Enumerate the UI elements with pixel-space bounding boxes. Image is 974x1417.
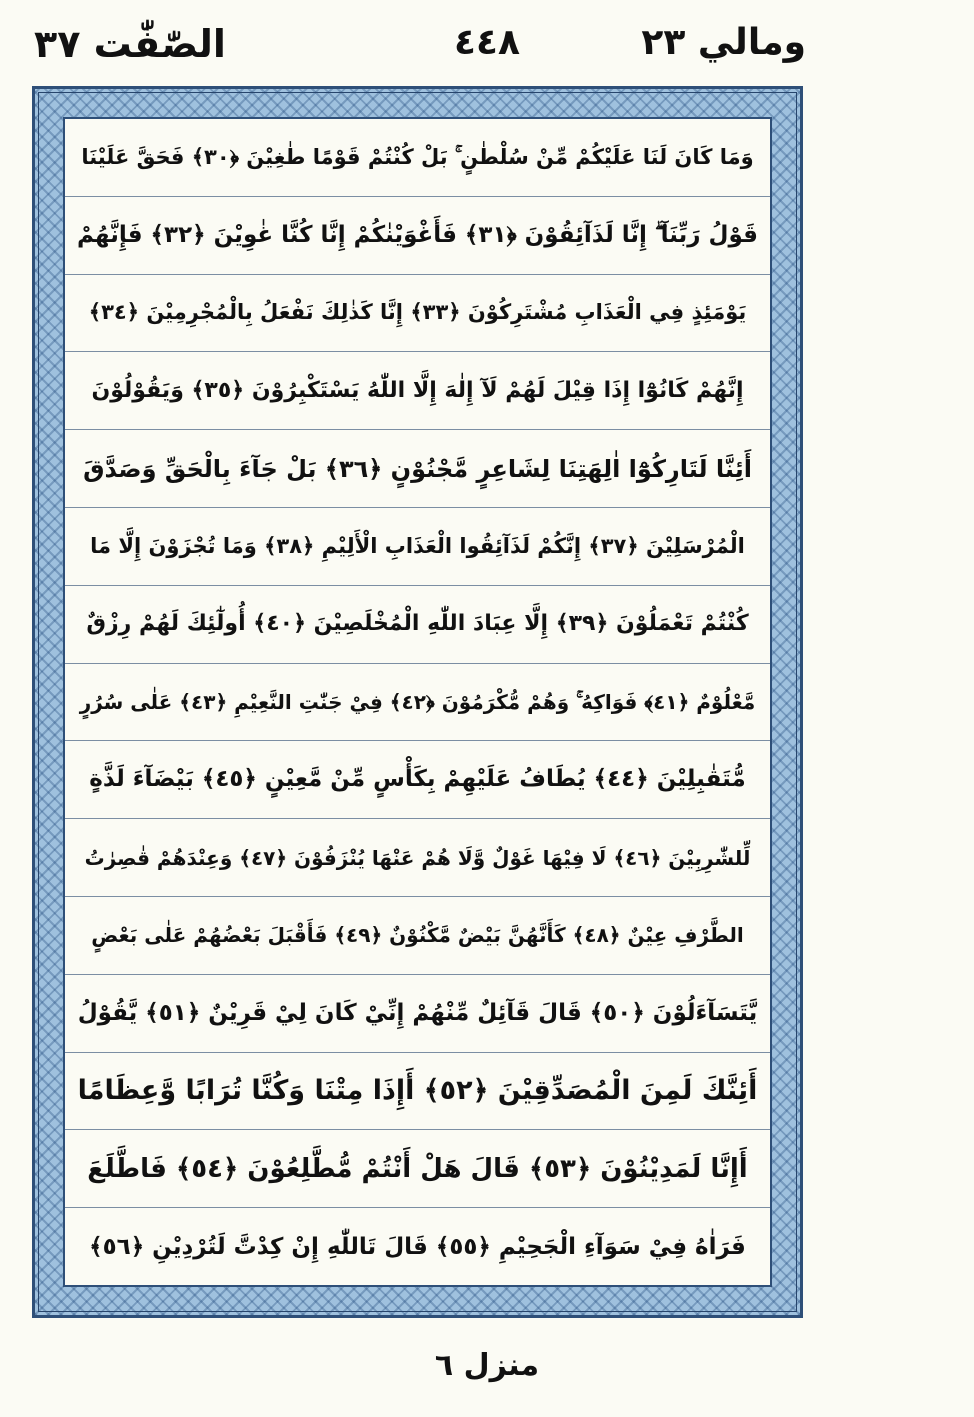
verse-line: [65, 197, 770, 275]
verse-line: [65, 1208, 770, 1286]
verse-line: [65, 1053, 770, 1131]
surah-name: الصّٰفّٰت ٣٧: [34, 22, 226, 66]
juz-name: ومالي ٢٣: [641, 22, 806, 63]
page-number: ٤٤٨: [454, 22, 520, 63]
verse-line-text: إِنَّهُمْ كَانُوْٓا إِذَا قِيْلَ لَهُمْ لَآ إِلٰهَ إِلَّا اللّٰهُ يَسْتَكْبِرُوْنَ ﴿٣٥﴾ وَيَقُوْلُوْنَ: [91, 377, 744, 403]
verse-line: [65, 430, 770, 508]
verse-line-text: الْمُرْسَلِيْنَ ﴿٣٧﴾ إِنَّكُمْ لَذَآئِقُوا الْعَذَابِ الْأَلِيْمِ ﴿٣٨﴾ وَمَا تُجْزَوْنَ إِلَّا مَا: [90, 533, 745, 558]
verse-line: [65, 975, 770, 1053]
verse-line-text: مَّعْلُوْمٌ ﴿٤١﴾ فَوَاكِهُ ۚ وَهُمْ مُّكْرَمُوْنَ ﴿٤٢﴾ فِيْ جَنّٰتِ النَّعِيْمِ ﴿٤٣﴾ عَلٰى سُرُرٍ: [79, 689, 756, 714]
verse-line-text: يَّتَسَآءَلُوْنَ ﴿٥٠﴾ قَالَ قَآئِلٌ مِّنْهُمْ إِنِّيْ كَانَ لِيْ قَرِيْنٌ ﴿٥١﴾ يَّقُوْلُ: [77, 999, 758, 1026]
verse-lines: [65, 119, 770, 1285]
verse-line: [65, 897, 770, 975]
page-header: [0, 0, 974, 80]
verse-line: [65, 1130, 770, 1208]
verse-line: [65, 275, 770, 353]
verse-line: [65, 352, 770, 430]
verse-line-text: أَإِنَّا لَمَدِيْنُوْنَ ﴿٥٣﴾ قَالَ هَلْ أَنْتُمْ مُّطَّلِعُوْنَ ﴿٥٤﴾ فَاطَّلَعَ: [87, 1153, 748, 1184]
verse-line: [65, 819, 770, 897]
verse-line-text: أَئِنَّكَ لَمِنَ الْمُصَدِّقِيْنَ ﴿٥٢﴾ أَإِذَا مِتْنَا وَكُنَّا تُرَابًا وَّعِظَامًا: [77, 1075, 758, 1107]
verse-line: [65, 508, 770, 586]
verse-line-text: فَرَاٰهُ فِيْ سَوَآءِ الْجَحِيْمِ ﴿٥٥﴾ قَالَ تَاللّٰهِ إِنْ كِدْتَّ لَتُرْدِيْنِ ﴿٥٦﴾: [89, 1233, 746, 1260]
verse-line: [65, 119, 770, 197]
verse-line-text: كُنْتُمْ تَعْمَلُوْنَ ﴿٣٩﴾ إِلَّا عِبَادَ اللّٰهِ الْمُخْلَصِيْنَ ﴿٤٠﴾ أُولٰٓئِكَ لَهُمْ رِزْقٌ: [86, 611, 749, 637]
verse-line-text: قَوْلُ رَبِّنَآ ۖ إِنَّا لَذَآئِقُوْنَ ﴿٣١﴾ فَأَغْوَيْنٰكُمْ إِنَّا كُنَّا غٰوِيْنَ ﴿٣٢﴾ فَإِنَّهُمْ: [77, 221, 758, 248]
verse-line: [65, 586, 770, 664]
verse-line-text: يَوْمَئِذٍ فِي الْعَذَابِ مُشْتَرِكُوْنَ ﴿٣٣﴾ إِنَّا كَذٰلِكَ نَفْعَلُ بِالْمُجْرِمِيْنَ ﴿٣٤﴾: [88, 300, 747, 325]
verse-line-text: أَئِنَّا لَتَارِكُوْٓا اٰلِهَتِنَا لِشَاعِرٍ مَّجْنُوْنٍ ﴿٣٦﴾ بَلْ جَآءَ بِالْحَقِّ وَصَدَّقَ: [83, 454, 752, 483]
verse-line: [65, 741, 770, 819]
verse-line-text: الطَّرْفِ عِيْنٌ ﴿٤٨﴾ كَأَنَّهُنَّ بَيْضٌ مَّكْنُوْنٌ ﴿٤٩﴾ فَأَقْبَلَ بَعْضُهُمْ عَلٰى بَعْضٍ: [91, 923, 744, 948]
verse-line-text: لِّلشّٰرِبِيْنَ ﴿٤٦﴾ لَا فِيْهَا غَوْلٌ وَّلَا هُمْ عَنْهَا يُنْزَفُوْنَ ﴿٤٧﴾ وَعِنْدَهُمْ قٰصِرٰتُ: [84, 845, 751, 870]
verse-line-text: مُّتَقٰبِلِيْنَ ﴿٤٤﴾ يُطَافُ عَلَيْهِمْ بِكَأْسٍ مِّنْ مَّعِيْنٍ ﴿٤٥﴾ بَيْضَآءَ لَذَّةٍ: [89, 766, 746, 793]
text-panel: [63, 117, 772, 1287]
verse-line-text: وَمَا كَانَ لَنَا عَلَيْكُمْ مِّنْ سُلْطٰنٍ ۚ بَلْ كُنْتُمْ قَوْمًا طٰغِيْنَ ﴿٣٠﴾ فَحَقَّ عَلَيْنَا: [81, 144, 754, 169]
verse-line: [65, 664, 770, 742]
manzil-label: منزل ٦: [434, 1348, 540, 1383]
ornamental-border: [32, 86, 803, 1318]
